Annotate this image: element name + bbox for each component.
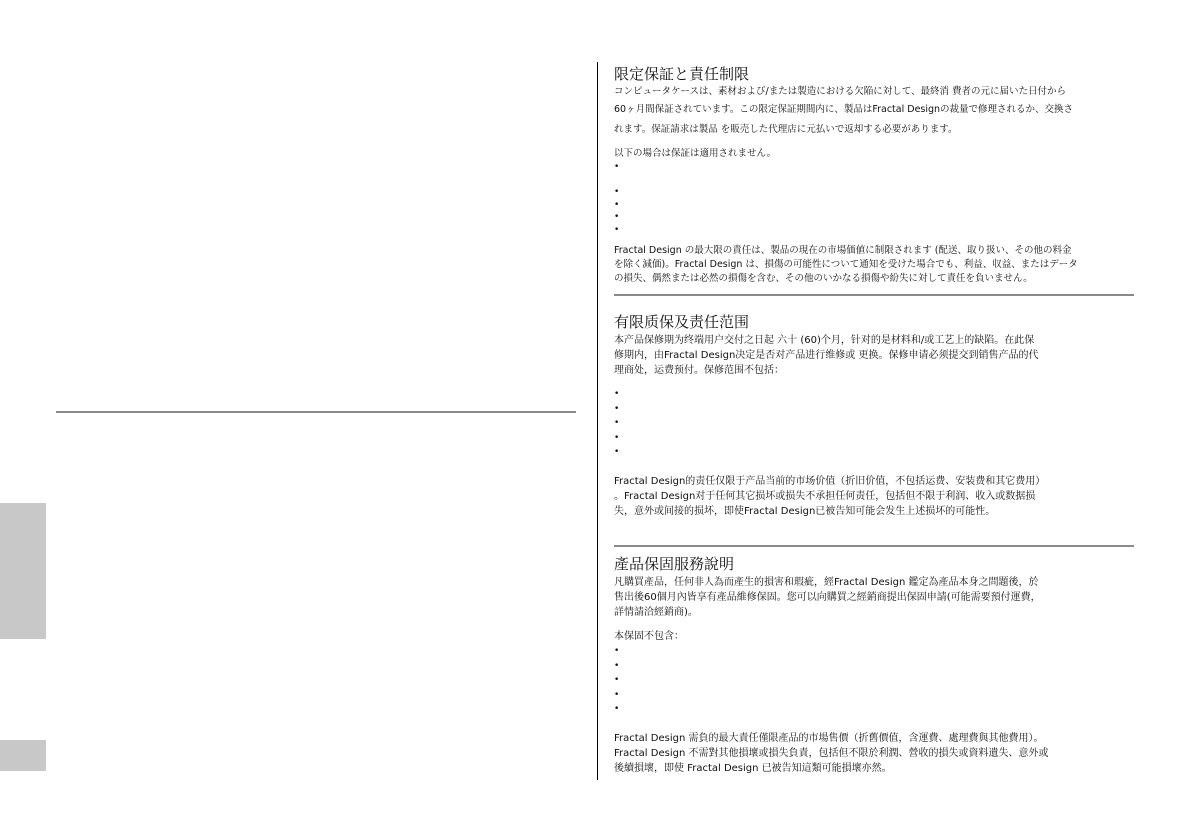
liability-line: 。Fractal Design对于任何其它损坏或损失不承担任何责任，包括但不限于利润、收入或数据损 (614, 490, 1036, 502)
list-bullet: • (614, 199, 620, 210)
paragraph-line: コンピュータケースは、素材および/または製造における欠陥に対して、最終消 費者の元に届いた日付から (614, 86, 1067, 97)
list-bullet: • (614, 418, 620, 428)
list-bullet: • (614, 403, 620, 414)
section-title: 產品保固服務說明 (614, 555, 735, 573)
warranty-section-japanese (614, 64, 1134, 286)
liability-line: 失，意外或间接的损坏，即使Fractal Design已被告知可能会发生上述损坏的可能性。 (614, 505, 996, 517)
paragraph-line: 售出後60個月內皆享有產品維修保固。您可以向購買之經銷商提出保固申請(可能需要預付運費， (614, 592, 1041, 603)
list-bullet: • (614, 212, 620, 222)
paragraph-line: 60ヶ月間保証されています。この限定保証期間内に、製品はFractal Designの裁量で修理されるか、交換さ (614, 104, 1074, 115)
exclusions-list (614, 644, 1134, 717)
paragraph-line: 凡購買產品，任何非人為而產生的損害和瑕疵，經Fractal Design 鑑定為產品本身之問題後，於 (614, 577, 1039, 588)
list-bullet: • (614, 646, 620, 656)
section-divider (614, 545, 1134, 547)
list-bullet: • (614, 432, 620, 443)
list-bullet: • (614, 704, 620, 714)
paragraph-line: れます。保証請求は製品 を販売した代理店に元払いで返却する必要があります。 (614, 124, 958, 135)
list-bullet: • (614, 689, 620, 700)
left-page-rule (56, 411, 576, 413)
section-title: 限定保証と責任制限 (614, 65, 750, 83)
liability-line: の損失、偶然または必然の損傷を含む、その他のいかなる損傷や紛失に対して責任を負いません。 (614, 273, 1033, 284)
exclusions-list (614, 161, 1134, 236)
warranty-section-traditional-chinese (614, 554, 1134, 776)
liability-line: を除く減価)。Fractal Design は、損傷の可能性について通知を受けた場合でも、利益、収益、またはデータ (614, 259, 1078, 270)
warranty-section-simplified-chinese (614, 312, 1134, 519)
section-title: 有限质保及责任范围 (614, 313, 750, 331)
liability-line: Fractal Design の最大限の責任は、製品の現在の市場価値に制限されます (配送、取り扱い、その他の料金 (614, 245, 1072, 256)
paragraph-line: 理商处，运费预付。保修范围不包括： (614, 365, 784, 376)
exclusions-intro: 以下の場合は保証は適用されません。 (614, 148, 777, 159)
list-bullet: • (614, 162, 620, 172)
exclusions-intro: 本保固不包含： (614, 631, 684, 642)
column-divider-line (597, 62, 598, 780)
paragraph-line: 詳情請洽經銷商)。 (614, 607, 698, 618)
list-bullet: • (614, 675, 620, 685)
liability-line: Fractal Design 不需對其他損壞或損失負責，包括但不限於利潤、營收的損失或資料遺失、意外或 (614, 747, 1049, 759)
list-bullet: • (614, 447, 620, 457)
exclusions-list (614, 387, 1134, 460)
page-edge-tab-small (0, 740, 46, 771)
liability-line: 後續損壞，即使 Fractal Design 已被告知這類可能損壞亦然。 (614, 762, 892, 774)
list-bullet: • (614, 224, 620, 235)
list-bullet: • (614, 389, 620, 399)
list-bullet: • (614, 187, 620, 197)
list-bullet: • (614, 660, 620, 671)
paragraph-line: 本产品保修期为终端用户交付之日起 六十 (60)个月，针对的是材料和/或工艺上的缺陷。在此保 (614, 335, 1035, 346)
paragraph-line: 修期内，由Fractal Design决定是否对产品进行维修或 更换。保修申请必须提交到销售产品的代 (614, 350, 1039, 361)
page-edge-tab (0, 503, 46, 639)
liability-line: Fractal Design 需負的最大責任僅限產品的市場售價（折舊價值，含運費、處理費與其他費用）。 (614, 732, 1044, 744)
liability-line: Fractal Design的责任仅限于产品当前的市场价值（折旧价值，不包括运费、安装费和其它费用） (614, 475, 1046, 487)
section-divider (614, 294, 1134, 296)
